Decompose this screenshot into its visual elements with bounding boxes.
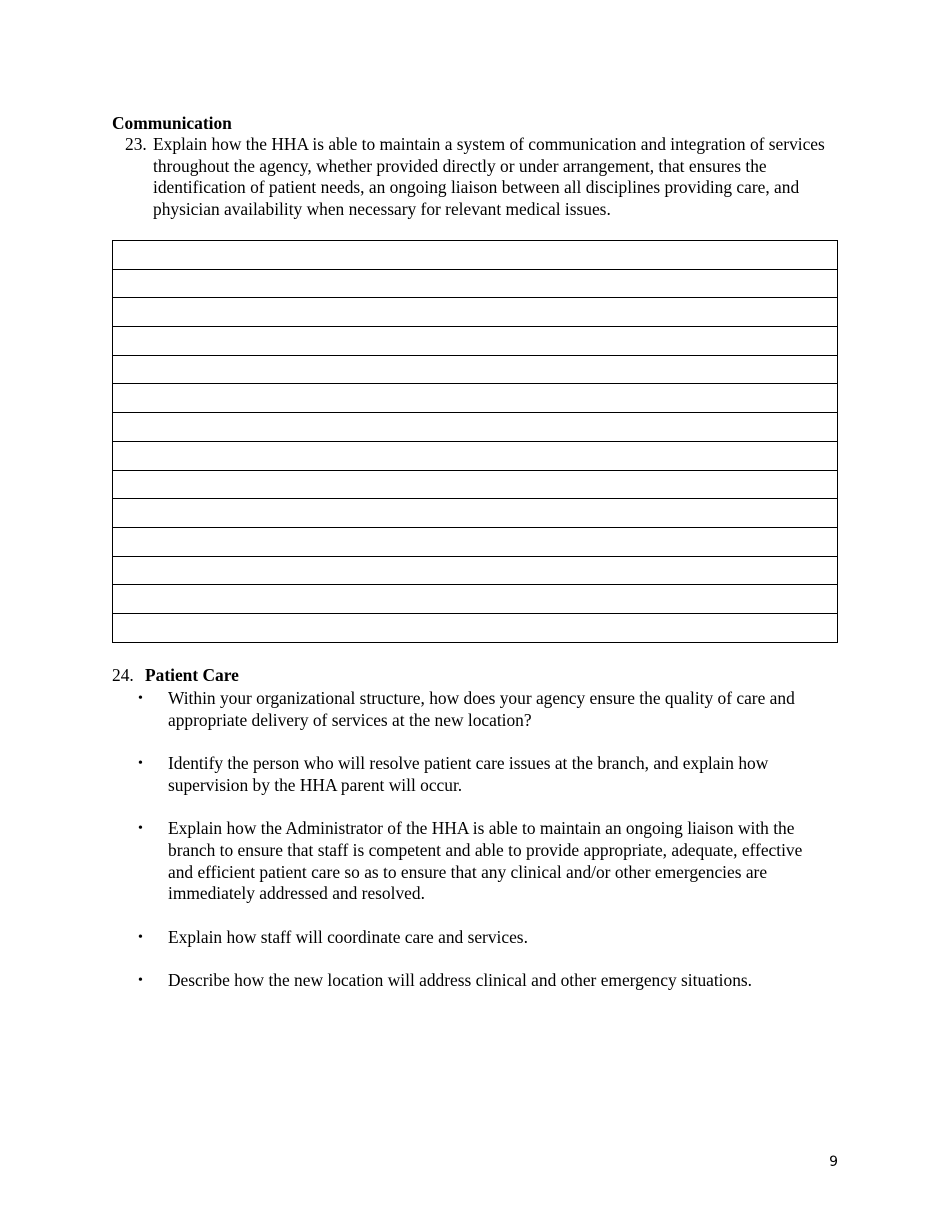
bullet-icon: •: [138, 929, 143, 945]
bullet-text: Explain how the Administrator of the HHA is able to maintain an ongoing liaison with the branch to ensure that staff is competent and able to provide appropriate, adequate, effective and efficient patient care so as to ensure that any clinical and/or other emergencies are immediately addressed and resolved.: [168, 818, 803, 904]
answer-line-row[interactable]: [113, 441, 838, 470]
answer-line-cell[interactable]: [113, 298, 838, 327]
bullet-icon: •: [138, 973, 143, 989]
answer-line-cell[interactable]: [113, 327, 838, 356]
answer-line-row[interactable]: [113, 327, 838, 356]
answer-line-cell[interactable]: [113, 499, 838, 528]
bullet-text: Within your organizational structure, how does your agency ensure the quality of care and appropriate delivery of services at the new location?: [168, 688, 795, 730]
bullet-text: Identify the person who will resolve patient care issues at the branch, and explain how supervision by the HHA parent will occur.: [168, 753, 769, 795]
answer-line-row[interactable]: [113, 556, 838, 585]
bullet-text: Describe how the new location will address clinical and other emergency situations.: [168, 970, 753, 991]
answer-line-cell[interactable]: [113, 556, 838, 585]
question-24-number: 24.: [112, 665, 134, 685]
bullet-text: Explain how staff will coordinate care and services.: [168, 926, 528, 947]
answer-line-cell[interactable]: [113, 355, 838, 384]
list-item: [138, 818, 828, 904]
list-item: [138, 970, 828, 992]
list-item: [138, 753, 828, 796]
answer-line-cell[interactable]: [113, 470, 838, 499]
page-number: 9: [829, 1154, 838, 1170]
answer-line-cell[interactable]: [113, 527, 838, 556]
answer-line-cell[interactable]: [113, 384, 838, 413]
communication-heading: Communication: [112, 113, 232, 133]
bullet-icon: •: [138, 756, 143, 772]
answer-line-cell[interactable]: [113, 413, 838, 442]
answer-line-row[interactable]: [113, 241, 838, 270]
list-item: [138, 927, 828, 949]
answer-line-cell[interactable]: [113, 441, 838, 470]
answer-line-cell[interactable]: [113, 241, 838, 270]
answer-line-row[interactable]: [113, 298, 838, 327]
answer-line-row[interactable]: [113, 384, 838, 413]
answer-line-row[interactable]: [113, 585, 838, 614]
answer-line-row[interactable]: [113, 470, 838, 499]
answer-line-row[interactable]: [113, 527, 838, 556]
question-23-number: 23.: [125, 134, 147, 154]
answer-box-rows: [113, 241, 838, 643]
list-item: [138, 688, 828, 731]
answer-line-row[interactable]: [113, 269, 838, 298]
question-24-heading: [112, 665, 239, 687]
bullet-icon: •: [138, 821, 143, 837]
answer-line-row[interactable]: [113, 355, 838, 384]
answer-line-cell[interactable]: [113, 613, 838, 642]
answer-line-cell[interactable]: [113, 269, 838, 298]
question-23: [125, 134, 825, 220]
patient-care-heading: Patient Care: [145, 665, 239, 685]
answer-line-row[interactable]: [113, 499, 838, 528]
answer-line-row[interactable]: [113, 613, 838, 642]
answer-box-question-23[interactable]: [112, 240, 838, 643]
question-23-text: Explain how the HHA is able to maintain a system of communication and integration of services throughout the agency, whether provided directly or under arrangement, that ensures the identification of patient needs, an ongoing liaison between all disciplines providing care, and physician availability when necessary for relevant medical issues.: [153, 134, 825, 219]
answer-line-cell[interactable]: [113, 585, 838, 614]
bullet-icon: •: [138, 691, 143, 706]
patient-care-bullet-list: [138, 688, 828, 1014]
answer-line-row[interactable]: [113, 413, 838, 442]
